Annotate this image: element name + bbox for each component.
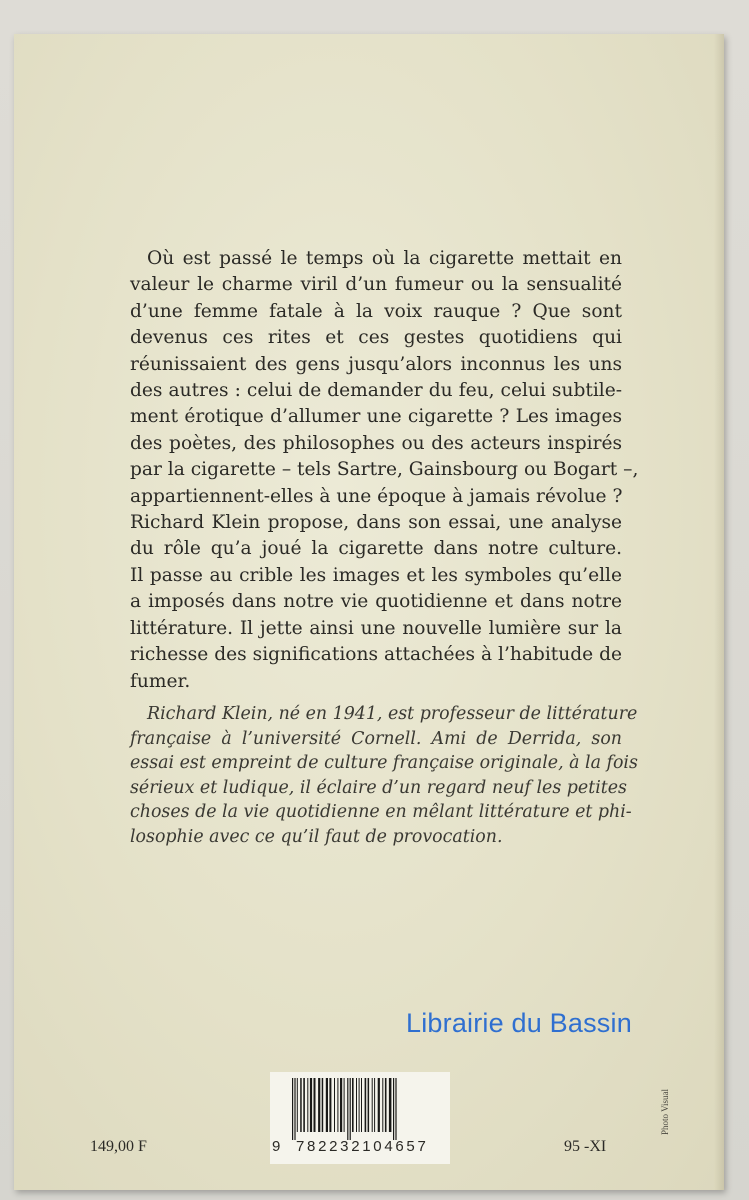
barcode-bar — [385, 1078, 387, 1132]
barcode-bar — [303, 1078, 305, 1132]
barcode-bar — [356, 1078, 357, 1132]
bio-line: losophie avec ce qu’il faut de provocation. — [130, 826, 503, 847]
barcode-bar — [352, 1078, 354, 1132]
barcode-bar — [359, 1078, 360, 1132]
barcode-bar — [322, 1078, 324, 1132]
blurb-line: ment érotique d’allumer une cigarette ? Les images — [130, 406, 622, 428]
blurb-line: Richard Klein propose, dans son essai, une analyse — [130, 512, 622, 534]
barcode-bar — [337, 1078, 338, 1132]
barcode-bar — [395, 1078, 396, 1140]
barcode-bar — [361, 1078, 362, 1132]
barcode-bar — [347, 1078, 348, 1140]
barcode-bar — [307, 1078, 308, 1132]
blurb-line: fumer. — [130, 670, 191, 692]
barcode-bar — [318, 1078, 320, 1132]
barcode-bar — [389, 1078, 392, 1132]
price-label: 149,00 F — [90, 1138, 147, 1155]
barcode-bar — [368, 1078, 370, 1132]
blurb-line: Où est passé le temps où la cigarette mettait en — [147, 248, 622, 269]
blurb-line: appartiennent-elles à une époque à jamais révolue ? — [130, 485, 623, 507]
bio-line: choses de la vie quotidienne en mêlant littérature et phi- — [130, 802, 632, 823]
blurb-line: des autres : celui de demander du feu, celui subtile- — [130, 380, 622, 402]
barcode-bar — [350, 1078, 351, 1140]
barcode-bar — [329, 1078, 331, 1132]
isbn-lead-digit: 9 — [272, 1138, 281, 1155]
bio-line: Richard Klein, né en 1941, est professeur de littérature — [147, 704, 638, 724]
barcode-bar — [340, 1078, 342, 1132]
author-bio — [130, 702, 638, 850]
blurb-line: d’une femme fatale à la voix rauque ? Que sont — [130, 300, 622, 322]
photo-credit: Photo Visual — [660, 1088, 670, 1135]
isbn-barcode — [290, 1078, 450, 1140]
blurb-line: du rôle qu’a joué la cigarette dans notre culture. — [130, 538, 622, 560]
blurb-line: littérature. Il jette ainsi une nouvelle lumière sur la — [130, 617, 622, 639]
bio-line: française à l’université Cornell. Ami de Derrida, son — [130, 728, 622, 749]
blurb-line: a imposés dans notre vie quotidienne et dans notre — [130, 591, 622, 613]
edition-code: 95 -XI — [564, 1138, 607, 1155]
barcode-bar — [393, 1078, 394, 1140]
barcode-bar — [314, 1078, 316, 1132]
barcode-bar — [344, 1078, 345, 1132]
blurb-line: des poètes, des philosophes ou des acteurs inspirés — [130, 432, 622, 454]
barcode-bar — [365, 1078, 367, 1132]
barcode-bar — [292, 1078, 293, 1140]
blurb-line: réunissaient des gens jusqu’alors inconnus les uns — [130, 353, 622, 375]
cover-spine-shadow — [714, 34, 724, 1190]
blurb-line: valeur le charme viril d’un fumeur ou la sensualité — [130, 274, 622, 296]
barcode-bar — [382, 1078, 383, 1132]
bio-line: essai est empreint de culture française originale, à la fois — [130, 753, 638, 774]
barcode-bar — [372, 1078, 373, 1132]
barcode-bar — [297, 1078, 298, 1132]
barcode-bar — [326, 1078, 328, 1132]
barcode-bar — [374, 1078, 375, 1132]
blurb-line: richesse des significations attachées à l’habitude de — [130, 644, 622, 666]
blurb-paragraph — [130, 246, 639, 695]
blurb-line: Il passe au crible les images et les symboles qu’elle — [130, 564, 622, 586]
bio-line: sérieux et ludique, il éclaire d’un regard neuf les petites — [130, 777, 627, 798]
isbn-digits: 782232104657 — [296, 1138, 429, 1155]
barcode-bar — [378, 1078, 380, 1132]
bookshop-watermark: Librairie du Bassin — [406, 1008, 632, 1038]
barcode-bar — [334, 1078, 335, 1132]
blurb-line: devenus ces rites et ces gestes quotidiens qui — [130, 327, 622, 349]
barcode-bar — [310, 1078, 312, 1132]
barcode-bar — [294, 1078, 295, 1140]
blurb-line: par la cigarette – tels Sartre, Gainsbourg ou Bogart –, — [130, 459, 639, 481]
barcode-bar — [300, 1078, 302, 1132]
